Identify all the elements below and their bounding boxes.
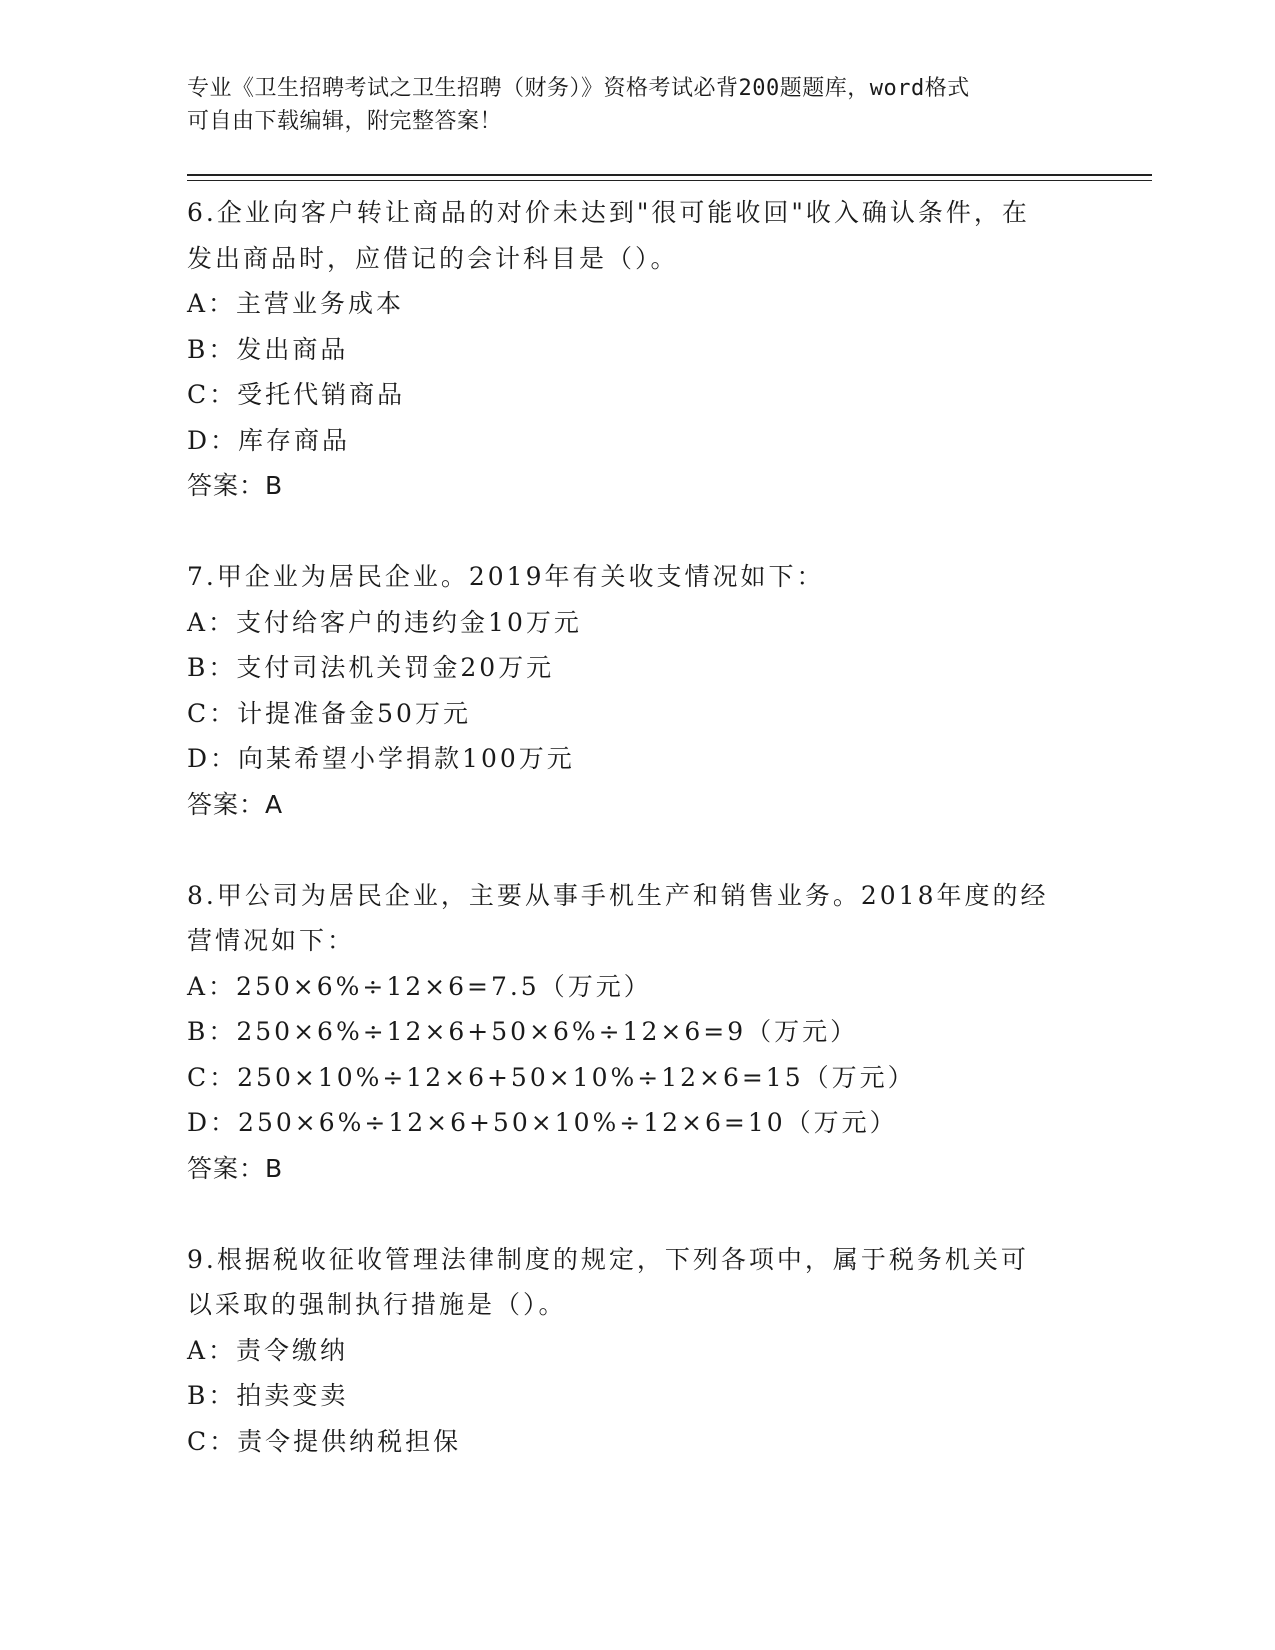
stem-line: 以采取的强制执行措施是（）。 bbox=[187, 1290, 567, 1319]
question-9 bbox=[187, 1237, 1087, 1465]
option-a: A：支付给客户的违约金10万元 bbox=[187, 607, 582, 637]
question-8 bbox=[187, 873, 1087, 1192]
question-stem bbox=[187, 554, 1087, 600]
header-line-2: 可自由下载编辑，附完整答案！ bbox=[187, 109, 503, 134]
option-d: D：向某希望小学捐款100万元 bbox=[187, 744, 575, 773]
question-stem bbox=[187, 1237, 1087, 1328]
spacer bbox=[187, 509, 1087, 555]
stem-line: 营情况如下： bbox=[187, 926, 356, 955]
option-d: D：250×6%÷12×6+50×10%÷12×6=10（万元） bbox=[187, 1108, 898, 1137]
stem-line: 6.企业向客户转让商品的对价未达到"很可能收回"收入确认条件，在 bbox=[187, 198, 1030, 227]
question-list bbox=[187, 190, 1087, 1464]
option-b: B：发出商品 bbox=[187, 334, 349, 364]
option-b: B：250×6%÷12×6+50×6%÷12×6=9（万元） bbox=[187, 1017, 859, 1046]
option-c: C：受托代销商品 bbox=[187, 380, 406, 409]
option-c: C：责令提供纳税担保 bbox=[187, 1426, 462, 1456]
spacer bbox=[187, 827, 1087, 873]
header-line-1: 专业《卫生招聘考试之卫生招聘（财务）》资格考试必背200题题库，word格式 bbox=[187, 76, 970, 101]
option-d: D：库存商品 bbox=[187, 425, 351, 455]
spacer bbox=[187, 1191, 1087, 1237]
answer: 答案：A bbox=[187, 789, 284, 819]
option-c: C：250×10%÷12×6+50×10%÷12×6=15（万元） bbox=[187, 1062, 916, 1092]
header-rule-thick bbox=[187, 174, 1152, 176]
option-a: A：责令缴纳 bbox=[187, 1335, 349, 1365]
answer: 答案：B bbox=[187, 471, 284, 500]
document-header bbox=[187, 72, 1067, 138]
stem-line: 8.甲公司为居民企业，主要从事手机生产和销售业务。2018年度的经 bbox=[187, 880, 1049, 910]
option-a: A：主营业务成本 bbox=[187, 289, 405, 318]
option-a: A：250×6%÷12×6=7.5（万元） bbox=[187, 971, 652, 1001]
answer: 答案：B bbox=[187, 1153, 284, 1183]
question-7 bbox=[187, 554, 1087, 827]
question-6 bbox=[187, 190, 1087, 509]
question-stem bbox=[187, 873, 1087, 964]
header-rule-thin bbox=[187, 180, 1152, 181]
stem-line: 7.甲企业为居民企业。2019年有关收支情况如下： bbox=[187, 562, 825, 591]
stem-line: 9.根据税收征收管理法律制度的规定，下列各项中，属于税务机关可 bbox=[187, 1244, 1029, 1274]
question-stem bbox=[187, 190, 1087, 281]
stem-line: 发出商品时，应借记的会计科目是（）。 bbox=[187, 243, 679, 273]
option-b: B：拍卖变卖 bbox=[187, 1381, 349, 1410]
option-b: B：支付司法机关罚金20万元 bbox=[187, 653, 555, 682]
option-c: C：计提准备金50万元 bbox=[187, 698, 471, 728]
